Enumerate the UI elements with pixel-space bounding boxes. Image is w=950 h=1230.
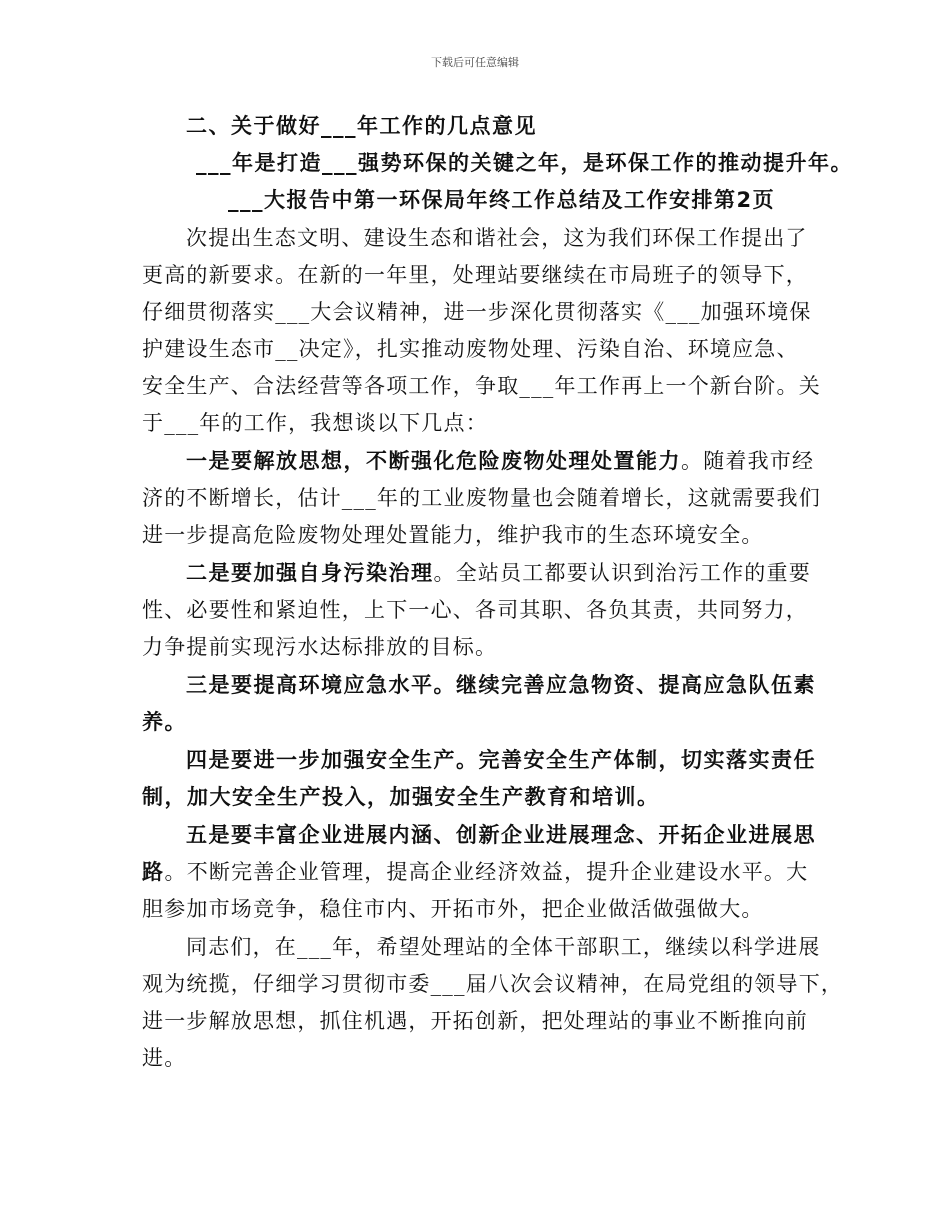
bold-lead: 二是要加强自身污染治理 xyxy=(186,561,434,585)
section-heading: 二、关于做好___年工作的几点意见 xyxy=(186,114,537,138)
paragraph xyxy=(142,667,816,741)
line-text: 。不断完善企业管理，提高企业经济效益，提升企业建设水平。大 xyxy=(164,860,809,884)
page-title: ___大报告中第一环保局年终工作总结及工作安排第2页 xyxy=(228,188,776,212)
paragraph xyxy=(142,555,811,666)
paragraph xyxy=(142,220,821,442)
line-text: 性、必要性和紧迫性，上下一心、各司其职、各负其责，共同努力， xyxy=(142,598,808,622)
text-line xyxy=(142,294,812,331)
text-line xyxy=(142,929,821,966)
text-line xyxy=(142,331,808,368)
line-text: 进一步提高危险废物处理处置能力，维护我市的生态环境安全。 xyxy=(142,523,764,547)
line-text: 仔细贯彻落实___大会议精神，进一步深化贯彻落实《___加强环境保 xyxy=(142,300,812,324)
text-line xyxy=(142,817,816,854)
line-text: 胆参加市场竞争，稳住市内、开拓市外，把企业做活做强做大。 xyxy=(142,897,764,921)
text-line xyxy=(142,220,808,257)
text-line xyxy=(142,1040,808,1077)
line-text: 观为统揽，仔细学习贯彻市委___届八次会议精神，在局党组的领导下， xyxy=(142,972,844,996)
text-line xyxy=(142,966,844,1003)
bold-lead: 路 xyxy=(142,860,165,884)
line-text: 次提出生态文明、建设生态和谐社会，这为我们环保工作提出了 xyxy=(186,226,808,250)
line-text: 。随着我市经 xyxy=(681,449,815,473)
text-line xyxy=(142,891,808,928)
subheading: ___年是打造___强势环保的关键之年，是环保工作的推动提升年。 xyxy=(196,151,853,175)
line-text: 同志们，在___年，希望处理站的全体干部职工，继续以科学进展 xyxy=(186,935,821,959)
bold-lead: 五是要丰富企业进展内涵、创新企业进展理念、开拓企业进展思 xyxy=(186,823,816,847)
text-line xyxy=(142,480,821,517)
text-line xyxy=(142,1003,808,1040)
bold-lead: 养。 xyxy=(142,710,187,734)
bold-lead: 制，加大安全生产投入，加强安全生产教育和培训。 xyxy=(142,785,660,809)
line-text: 安全生产、合法经营等各项工作，争取___年工作再上一个新台阶。关 xyxy=(142,374,821,398)
line-text: 进一步解放思想，抓住机遇，开拓创新，把处理站的事业不断推向前 xyxy=(142,1009,808,1033)
text-line xyxy=(142,742,816,779)
line-text: 护建设生态市__决定》，扎实推动废物处理、污染自治、环境应急、 xyxy=(142,337,799,361)
bold-lead: 三是要提高环境应急水平。继续完善应急物资、提高应急队伍素 xyxy=(186,673,816,697)
text-line xyxy=(142,704,808,741)
line-text: 济的不断增长，估计___年的工业废物量也会随着增长，这就需要我们 xyxy=(142,486,821,510)
text-line xyxy=(142,517,808,554)
text-line xyxy=(142,779,808,816)
text-line xyxy=(142,592,808,629)
bold-lead: 四是要进一步加强安全生产。完善安全生产体制，切实落实责任 xyxy=(186,748,816,772)
text-line xyxy=(142,667,816,704)
line-text: 力争提前实现污水达标排放的目标。 xyxy=(142,635,498,659)
page-header: 下载后可任意编辑 xyxy=(431,56,519,69)
text-line xyxy=(142,443,815,480)
paragraph xyxy=(142,817,816,928)
paragraph xyxy=(142,742,816,816)
text-line xyxy=(142,368,821,405)
text-line xyxy=(142,257,808,294)
text-line xyxy=(142,405,808,442)
line-text: 。全站员工都要认识到治污工作的重要 xyxy=(433,561,811,585)
paragraph xyxy=(142,929,844,1077)
document-body xyxy=(142,108,853,1077)
paragraph xyxy=(142,443,821,554)
text-line xyxy=(142,629,808,666)
text-line xyxy=(142,854,808,891)
line-text: 进。 xyxy=(142,1046,187,1070)
bold-lead: 一是要解放思想，不断强化危险废物处理处置能力 xyxy=(186,449,681,473)
line-text: 于___年的工作，我想谈以下几点： xyxy=(142,411,488,435)
paragraph-list xyxy=(142,220,844,1077)
line-text: 更高的新要求。在新的一年里，处理站要继续在市局班子的领导下， xyxy=(142,263,808,287)
text-line xyxy=(142,555,811,592)
